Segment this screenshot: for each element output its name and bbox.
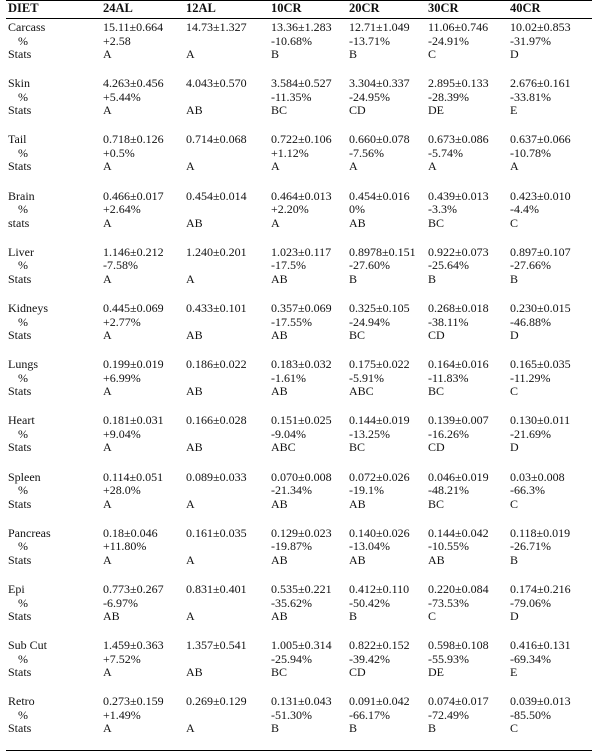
cell-percent-change: -79.06% bbox=[510, 595, 551, 610]
cell-stats-group: BC bbox=[349, 328, 366, 342]
cell-percent-change: -5.91% bbox=[349, 370, 384, 385]
cell-percent-change: -24.94% bbox=[349, 314, 390, 329]
cell-stats-group: AB bbox=[186, 103, 203, 118]
cell-value: 0.165±0.035 bbox=[510, 357, 571, 372]
cell-stats-group: CD bbox=[349, 103, 366, 118]
cell-percent-change: +0.5% bbox=[103, 145, 135, 160]
cell-percent-change: -48.21% bbox=[428, 483, 469, 498]
row-label-percent: % bbox=[18, 595, 28, 610]
table-row-group bbox=[0, 21, 600, 62]
cell-value: 2.676±0.161 bbox=[510, 76, 571, 91]
cell-percent-change: -13.25% bbox=[349, 426, 390, 441]
cell-value: 0.161±0.035 bbox=[186, 525, 247, 540]
cell-percent-change: 0% bbox=[349, 202, 365, 217]
cell-stats-group: CD bbox=[428, 440, 445, 455]
column-header: 24AL bbox=[103, 1, 133, 15]
cell-percent-change: -13.71% bbox=[349, 33, 390, 48]
cell-value: 0.181±0.031 bbox=[103, 413, 164, 428]
cell-value: 0.454±0.014 bbox=[186, 188, 247, 203]
row-label-percent: % bbox=[18, 707, 28, 722]
row-label-stats: Stats bbox=[8, 271, 32, 286]
cell-percent-change: -66.3% bbox=[510, 483, 545, 498]
cell-value: 0.220±0.084 bbox=[428, 582, 489, 596]
cell-value: 0.454±0.016 bbox=[349, 188, 410, 203]
cell-stats-group: B bbox=[428, 721, 437, 736]
cell-stats-group: B bbox=[510, 552, 519, 567]
cell-percent-change: -25.64% bbox=[428, 258, 469, 273]
cell-value: 0.183±0.032 bbox=[271, 357, 332, 372]
cell-value: 4.043±0.570 bbox=[186, 76, 247, 91]
row-label-tissue: Lungs bbox=[8, 357, 38, 372]
cell-stats-group: E bbox=[510, 103, 518, 118]
cell-value: 0.722±0.106 bbox=[271, 132, 332, 147]
cell-value: 0.466±0.017 bbox=[103, 188, 164, 203]
cell-percent-change: +9.04% bbox=[103, 426, 141, 441]
cell-stats-group: A bbox=[271, 159, 280, 174]
cell-stats-group: BC bbox=[428, 384, 445, 399]
cell-stats-group: BC bbox=[349, 440, 366, 455]
cell-percent-change: +1.12% bbox=[271, 145, 309, 160]
cell-value: 0.8978±0.151 bbox=[349, 244, 416, 259]
cell-percent-change: -5.74% bbox=[428, 145, 463, 160]
cell-percent-change: +2.77% bbox=[103, 314, 141, 329]
cell-percent-change: -21.69% bbox=[510, 426, 551, 441]
cell-value: 0.144±0.019 bbox=[349, 413, 410, 428]
cell-value: 2.895±0.133 bbox=[428, 76, 489, 91]
row-label-stats: Stats bbox=[8, 609, 32, 623]
cell-value: 1.459±0.363 bbox=[103, 638, 164, 653]
cell-value: 0.268±0.018 bbox=[428, 301, 489, 315]
row-label-stats: Stats bbox=[8, 47, 32, 61]
row-label-tissue: Pancreas bbox=[8, 525, 51, 540]
cell-value: 10.02±0.853 bbox=[510, 20, 571, 34]
cell-value: 1.146±0.212 bbox=[103, 244, 164, 259]
cell-percent-change: +7.52% bbox=[103, 651, 141, 666]
cell-percent-change: -72.49% bbox=[428, 707, 469, 722]
cell-stats-group: B bbox=[428, 271, 437, 286]
cell-value: 0.673±0.086 bbox=[428, 132, 489, 147]
cell-percent-change: +28.0% bbox=[103, 483, 141, 498]
cell-stats-group: D bbox=[510, 328, 519, 342]
table-row-group bbox=[0, 695, 600, 736]
cell-percent-change: -55.93% bbox=[428, 651, 469, 666]
row-label-stats: Stats bbox=[8, 384, 32, 399]
row-label-percent: % bbox=[18, 651, 28, 666]
cell-percent-change: -10.68% bbox=[271, 33, 312, 48]
cell-stats-group: AB bbox=[103, 609, 120, 623]
bottom-rule bbox=[6, 750, 592, 751]
row-label-tissue: Skin bbox=[8, 76, 31, 91]
table-row-group bbox=[0, 527, 600, 568]
row-label-percent: % bbox=[18, 483, 28, 498]
cell-stats-group: AB bbox=[271, 496, 288, 511]
row-label-percent: % bbox=[18, 145, 28, 160]
cell-value: 0.18±0.046 bbox=[103, 525, 158, 540]
cell-value: 0.423±0.010 bbox=[510, 188, 571, 203]
cell-percent-change: -11.29% bbox=[510, 370, 551, 385]
cell-value: 0.273±0.159 bbox=[103, 694, 164, 709]
cell-stats-group: A bbox=[186, 271, 195, 286]
row-label-stats: Stats bbox=[8, 552, 32, 567]
cell-stats-group: AB bbox=[349, 215, 366, 230]
table-row-group bbox=[0, 190, 600, 231]
cell-value: 0.186±0.022 bbox=[186, 357, 247, 372]
cell-value: 0.714±0.068 bbox=[186, 132, 247, 147]
cell-percent-change: -39.42% bbox=[349, 651, 390, 666]
row-label-tissue: Kidneys bbox=[8, 301, 48, 315]
cell-value: 0.074±0.017 bbox=[428, 694, 489, 709]
cell-percent-change: -17.55% bbox=[271, 314, 312, 329]
cell-stats-group: C bbox=[510, 384, 519, 399]
cell-stats-group: AB bbox=[271, 384, 288, 399]
row-label-percent: % bbox=[18, 89, 28, 104]
table-row-group bbox=[0, 77, 600, 118]
cell-percent-change: -7.56% bbox=[349, 145, 384, 160]
cell-percent-change: -25.94% bbox=[271, 651, 312, 666]
cell-value: 0.089±0.033 bbox=[186, 469, 247, 484]
header-rule bbox=[6, 18, 592, 19]
cell-value: 11.06±0.746 bbox=[428, 20, 489, 34]
table-row-group bbox=[0, 471, 600, 512]
cell-value: 1.005±0.314 bbox=[271, 638, 332, 653]
cell-percent-change: -19.87% bbox=[271, 539, 312, 554]
cell-percent-change: -27.66% bbox=[510, 258, 551, 273]
cell-stats-group: D bbox=[510, 440, 519, 455]
cell-percent-change: -46.88% bbox=[510, 314, 551, 329]
cell-value: 15.11±0.664 bbox=[103, 20, 164, 34]
cell-value: 0.718±0.126 bbox=[103, 132, 164, 147]
cell-value: 0.637±0.066 bbox=[510, 132, 571, 147]
table-row-group bbox=[0, 414, 600, 455]
cell-value: 0.164±0.016 bbox=[428, 357, 489, 372]
cell-percent-change: -24.91% bbox=[428, 33, 469, 48]
cell-percent-change: -66.17% bbox=[349, 707, 390, 722]
cell-value: 0.464±0.013 bbox=[271, 188, 332, 203]
cell-value: 0.140±0.026 bbox=[349, 525, 410, 540]
column-header: DIET bbox=[8, 1, 39, 15]
cell-stats-group: AB bbox=[186, 440, 203, 455]
cell-value: 14.73±1.327 bbox=[186, 20, 247, 34]
cell-value: 0.535±0.221 bbox=[271, 582, 332, 596]
cell-percent-change: +2.64% bbox=[103, 202, 141, 217]
cell-stats-group: A bbox=[186, 721, 195, 736]
cell-stats-group: BC bbox=[271, 103, 288, 118]
cell-percent-change: -27.60% bbox=[349, 258, 390, 273]
cell-stats-group: A bbox=[428, 159, 437, 174]
cell-stats-group: B bbox=[349, 721, 358, 736]
cell-stats-group: B bbox=[349, 47, 358, 61]
cell-value: 0.660±0.078 bbox=[349, 132, 410, 147]
cell-percent-change: -7.58% bbox=[103, 258, 138, 273]
cell-stats-group: BC bbox=[271, 665, 288, 680]
cell-percent-change: -16.26% bbox=[428, 426, 469, 441]
row-label-stats: Stats bbox=[8, 159, 32, 174]
row-label-tissue: Carcass bbox=[8, 20, 46, 34]
row-label-stats: Stats bbox=[8, 496, 32, 511]
cell-percent-change: -69.34% bbox=[510, 651, 551, 666]
row-label-percent: % bbox=[18, 33, 28, 48]
cell-stats-group: B bbox=[349, 271, 358, 286]
cell-percent-change: -21.34% bbox=[271, 483, 312, 498]
row-label-percent: % bbox=[18, 314, 28, 329]
cell-stats-group: A bbox=[103, 103, 112, 118]
cell-value: 0.144±0.042 bbox=[428, 525, 489, 540]
cell-stats-group: AB bbox=[271, 609, 288, 623]
row-label-stats: stats bbox=[8, 215, 30, 230]
cell-stats-group: D bbox=[510, 609, 519, 623]
cell-value: 0.039±0.013 bbox=[510, 694, 571, 709]
table-row-group bbox=[0, 639, 600, 680]
cell-value: 0.199±0.019 bbox=[103, 357, 164, 372]
row-label-tissue: Spleen bbox=[8, 469, 41, 484]
cell-value: 0.822±0.152 bbox=[349, 638, 410, 653]
cell-stats-group: B bbox=[510, 271, 519, 286]
cell-value: 0.131±0.043 bbox=[271, 694, 332, 709]
cell-stats-group: CD bbox=[428, 328, 445, 342]
row-label-percent: % bbox=[18, 202, 28, 217]
cell-stats-group: A bbox=[103, 271, 112, 286]
cell-value: 0.130±0.011 bbox=[510, 413, 571, 428]
cell-percent-change: -26.71% bbox=[510, 539, 551, 554]
cell-stats-group: B bbox=[271, 721, 280, 736]
cell-stats-group: A bbox=[186, 552, 195, 567]
cell-stats-group: AB bbox=[186, 384, 203, 399]
cell-percent-change: -50.42% bbox=[349, 595, 390, 610]
cell-stats-group: A bbox=[103, 159, 112, 174]
cell-value: 0.357±0.069 bbox=[271, 301, 332, 315]
cell-value: 0.439±0.013 bbox=[428, 188, 489, 203]
cell-stats-group: A bbox=[271, 215, 280, 230]
cell-percent-change: -11.35% bbox=[271, 89, 312, 104]
cell-stats-group: C bbox=[428, 609, 437, 623]
cell-percent-change: -3.3% bbox=[428, 202, 457, 217]
cell-percent-change: +1.49% bbox=[103, 707, 141, 722]
cell-stats-group: C bbox=[428, 47, 437, 61]
row-label-stats: Stats bbox=[8, 665, 32, 680]
cell-stats-group: AB bbox=[186, 328, 203, 342]
row-label-percent: % bbox=[18, 426, 28, 441]
cell-stats-group: A bbox=[510, 159, 519, 174]
cell-stats-group: A bbox=[186, 47, 195, 61]
cell-percent-change: -19.1% bbox=[349, 483, 384, 498]
cell-percent-change: -6.97% bbox=[103, 595, 138, 610]
cell-stats-group: A bbox=[103, 496, 112, 511]
cell-stats-group: A bbox=[103, 215, 112, 230]
column-header: 30CR bbox=[428, 1, 459, 15]
cell-stats-group: DE bbox=[428, 665, 444, 680]
column-header: 40CR bbox=[510, 1, 541, 15]
cell-percent-change: -10.55% bbox=[428, 539, 469, 554]
cell-value: 0.151±0.025 bbox=[271, 413, 332, 428]
cell-percent-change: -1.61% bbox=[271, 370, 306, 385]
cell-stats-group: AB bbox=[271, 271, 288, 286]
cell-value: 0.072±0.026 bbox=[349, 469, 410, 484]
cell-stats-group: A bbox=[103, 721, 112, 736]
cell-value: 0.897±0.107 bbox=[510, 244, 571, 259]
cell-value: 1.240±0.201 bbox=[186, 244, 247, 259]
column-header: 20CR bbox=[349, 1, 380, 15]
cell-stats-group: A bbox=[349, 159, 358, 174]
cell-percent-change: +11.80% bbox=[103, 539, 147, 554]
cell-percent-change: +6.99% bbox=[103, 370, 141, 385]
cell-stats-group: A bbox=[186, 609, 195, 623]
table-row-group bbox=[0, 302, 600, 343]
row-label-stats: Stats bbox=[8, 328, 32, 342]
table-row-group bbox=[0, 133, 600, 174]
cell-stats-group: B bbox=[349, 609, 358, 623]
cell-percent-change: +2.20% bbox=[271, 202, 309, 217]
row-label-tissue: Retro bbox=[8, 694, 35, 709]
cell-percent-change: -24.95% bbox=[349, 89, 390, 104]
row-label-tissue: Tail bbox=[8, 132, 27, 147]
cell-value: 0.325±0.105 bbox=[349, 301, 410, 315]
cell-stats-group: ABC bbox=[271, 440, 296, 455]
cell-stats-group: A bbox=[103, 47, 112, 61]
cell-percent-change: -4.4% bbox=[510, 202, 539, 217]
cell-stats-group: AB bbox=[271, 552, 288, 567]
cell-value: 0.433±0.101 bbox=[186, 301, 247, 315]
cell-stats-group: AB bbox=[186, 665, 203, 680]
column-header: 10CR bbox=[271, 1, 302, 15]
cell-percent-change: -9.04% bbox=[271, 426, 306, 441]
cell-stats-group: BC bbox=[428, 496, 445, 511]
cell-stats-group: A bbox=[186, 496, 195, 511]
cell-stats-group: D bbox=[510, 47, 519, 61]
cell-percent-change: +5.44% bbox=[103, 89, 141, 104]
cell-stats-group: A bbox=[103, 552, 112, 567]
cell-percent-change: -31.97% bbox=[510, 33, 551, 48]
cell-value: 13.36±1.283 bbox=[271, 20, 332, 34]
cell-value: 1.023±0.117 bbox=[271, 244, 332, 259]
cell-percent-change: -33.81% bbox=[510, 89, 551, 104]
cell-percent-change: -13.04% bbox=[349, 539, 390, 554]
row-label-stats: Stats bbox=[8, 103, 32, 118]
row-label-tissue: Epi bbox=[8, 582, 25, 596]
cell-stats-group: B bbox=[271, 47, 280, 61]
row-label-tissue: Liver bbox=[8, 244, 34, 259]
table-row-group bbox=[0, 246, 600, 287]
cell-percent-change: -38.11% bbox=[428, 314, 469, 329]
cell-percent-change: +2.58 bbox=[103, 33, 131, 48]
cell-value: 0.166±0.028 bbox=[186, 413, 247, 428]
cell-value: 0.129±0.023 bbox=[271, 525, 332, 540]
cell-stats-group: AB bbox=[349, 496, 366, 511]
cell-percent-change: -51.30% bbox=[271, 707, 312, 722]
cell-value: 0.046±0.019 bbox=[428, 469, 489, 484]
cell-value: 0.922±0.073 bbox=[428, 244, 489, 259]
cell-percent-change: -17.5% bbox=[271, 258, 306, 273]
cell-stats-group: A bbox=[103, 384, 112, 399]
cell-value: 0.269±0.129 bbox=[186, 694, 247, 709]
cell-value: 0.114±0.051 bbox=[103, 469, 164, 484]
cell-value: 0.445±0.069 bbox=[103, 301, 164, 315]
cell-value: 0.230±0.015 bbox=[510, 301, 571, 315]
table-row-group bbox=[0, 583, 600, 624]
cell-stats-group: A bbox=[103, 328, 112, 342]
cell-value: 0.139±0.007 bbox=[428, 413, 489, 428]
column-header: 12AL bbox=[186, 1, 216, 15]
row-label-tissue: Brain bbox=[8, 188, 35, 203]
cell-percent-change: -28.39% bbox=[428, 89, 469, 104]
cell-stats-group: DE bbox=[428, 103, 444, 118]
cell-stats-group: CD bbox=[349, 665, 366, 680]
cell-percent-change: -10.78% bbox=[510, 145, 551, 160]
cell-value: 0.175±0.022 bbox=[349, 357, 410, 372]
cell-stats-group: C bbox=[510, 721, 519, 736]
cell-value: 0.070±0.008 bbox=[271, 469, 332, 484]
row-label-stats: Stats bbox=[8, 440, 32, 455]
cell-stats-group: ABC bbox=[349, 384, 374, 399]
table-row-group bbox=[0, 358, 600, 399]
cell-stats-group: AB bbox=[349, 552, 366, 567]
cell-value: 0.174±0.216 bbox=[510, 582, 571, 596]
cell-value: 3.584±0.527 bbox=[271, 76, 332, 91]
cell-value: 4.263±0.456 bbox=[103, 76, 164, 91]
cell-percent-change: -35.62% bbox=[271, 595, 312, 610]
cell-value: 0.091±0.042 bbox=[349, 694, 410, 709]
row-label-percent: % bbox=[18, 258, 28, 273]
cell-stats-group: BC bbox=[428, 215, 445, 230]
cell-stats-group: A bbox=[186, 159, 195, 174]
cell-stats-group: E bbox=[510, 665, 518, 680]
cell-stats-group: A bbox=[103, 665, 112, 680]
cell-value: 0.416±0.131 bbox=[510, 638, 571, 653]
cell-stats-group: AB bbox=[186, 215, 203, 230]
cell-value: 0.831±0.401 bbox=[186, 582, 247, 596]
row-label-percent: % bbox=[18, 539, 28, 554]
row-label-percent: % bbox=[18, 370, 28, 385]
cell-percent-change: -85.50% bbox=[510, 707, 551, 722]
cell-percent-change: -73.53% bbox=[428, 595, 469, 610]
cell-stats-group: AB bbox=[428, 552, 445, 567]
cell-value: 12.71±1.049 bbox=[349, 20, 410, 34]
cell-value: 0.03±0.008 bbox=[510, 469, 565, 484]
row-label-tissue: Heart bbox=[8, 413, 35, 428]
cell-value: 0.118±0.019 bbox=[510, 525, 571, 540]
row-label-tissue: Sub Cut bbox=[8, 638, 48, 653]
cell-value: 0.773±0.267 bbox=[103, 582, 164, 596]
cell-percent-change: -11.83% bbox=[428, 370, 469, 385]
row-label-stats: Stats bbox=[8, 721, 32, 736]
cell-value: 0.412±0.110 bbox=[349, 582, 410, 596]
cell-value: 0.598±0.108 bbox=[428, 638, 489, 653]
cell-stats-group: AB bbox=[271, 328, 288, 342]
cell-stats-group: C bbox=[510, 215, 519, 230]
cell-stats-group: C bbox=[510, 496, 519, 511]
cell-value: 1.357±0.541 bbox=[186, 638, 247, 653]
cell-value: 3.304±0.337 bbox=[349, 76, 410, 91]
cell-stats-group: A bbox=[103, 440, 112, 455]
